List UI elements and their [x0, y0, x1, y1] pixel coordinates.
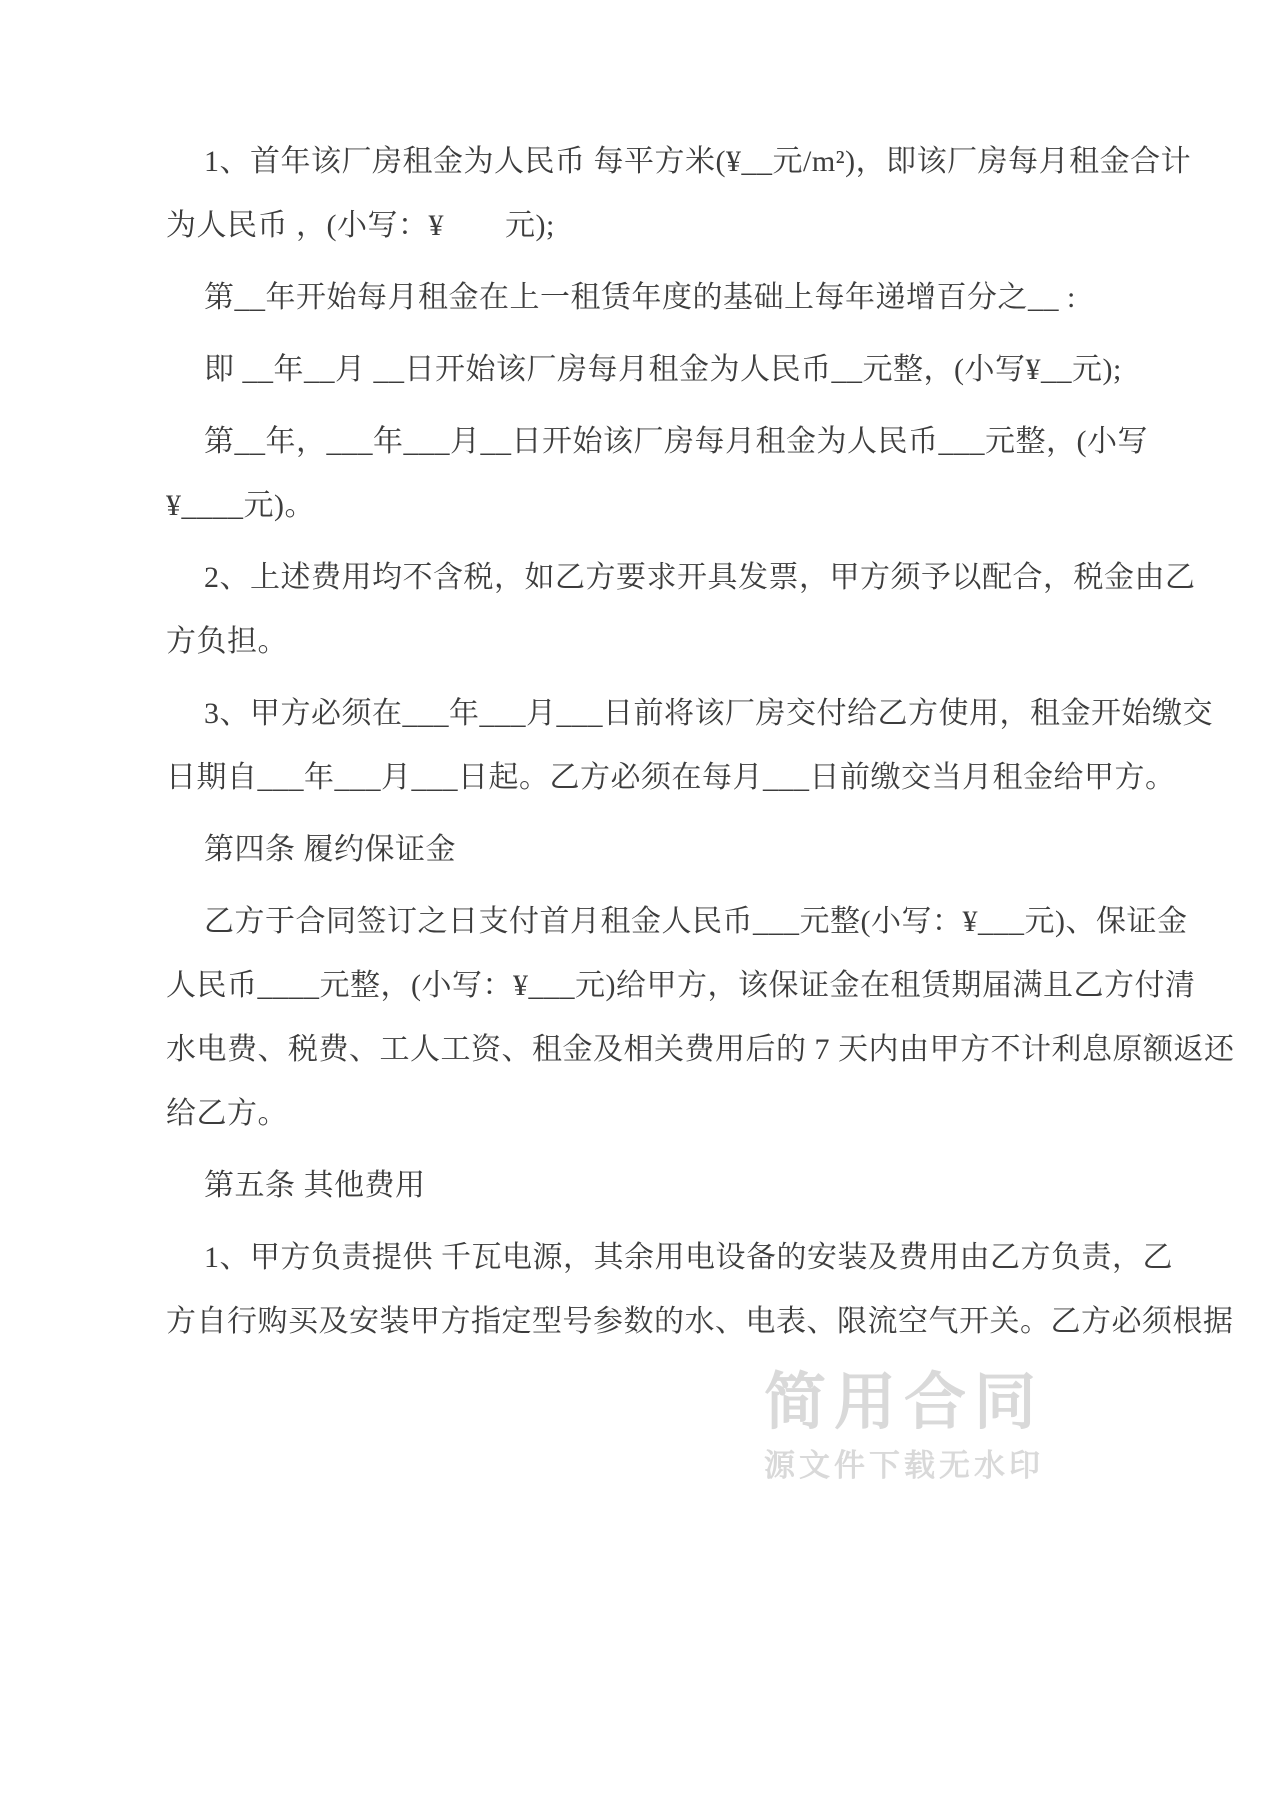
paragraph-line: 1、甲方负责提供 千瓦电源，其余用电设备的安装及费用由乙方负责，乙 [204, 1241, 1173, 1274]
paragraph-line: 人民币____元整，(小写：¥___元)给甲方，该保证金在租赁期届满且乙方付清 [166, 969, 1196, 1002]
paragraph [166, 410, 1148, 538]
contract-text-body [166, 130, 1235, 1362]
watermark-subtitle: 源文件下载无水印 [763, 1448, 1044, 1483]
paragraph-line: 3、甲方必须在___年___月___日前将该厂房交付给乙方使用，租金开始缴交 [204, 697, 1213, 730]
paragraph-line: ¥____元)。 [166, 489, 315, 522]
paragraph-line: 给乙方。 [166, 1097, 288, 1130]
paragraph-line: 第__年，___年___月__日开始该厂房每月租金为人民币___元整，(小写 [204, 425, 1148, 458]
paragraph-line: 第__年开始每月租金在上一租赁年度的基础上每年递增百分之__ : [204, 281, 1076, 314]
paragraph [166, 682, 1213, 810]
paragraph [166, 338, 1122, 402]
paragraph-line: 水电费、税费、工人工资、租金及相关费用后的 7 天内由甲方不计利息原额返还 [166, 1033, 1235, 1066]
paragraph-line: 1、首年该厂房租金为人民币 每平方米(¥__元/m²)，即该厂房每月租金合计 [204, 145, 1192, 178]
paragraph-line: 为人民币 ，(小写：¥ 元); [166, 209, 555, 242]
paragraph-line: 日期自___年___月___日起。乙方必须在每月___日前缴交当月租金给甲方。 [166, 761, 1176, 794]
paragraph-line: 方自行购买及安装甲方指定型号参数的水、电表、限流空气开关。乙方必须根据 [166, 1305, 1234, 1338]
paragraph [166, 1226, 1234, 1354]
paragraph [166, 266, 1122, 330]
watermark-title: 简用合同 [763, 1368, 1044, 1437]
paragraph [166, 546, 1196, 674]
paragraph-line: 第四条 履约保证金 [204, 833, 456, 866]
paragraph [166, 890, 1235, 1146]
paragraph [166, 1154, 1122, 1218]
paragraph [166, 130, 1192, 258]
paragraph-line: 方负担。 [166, 625, 288, 658]
watermark [763, 1368, 1044, 1483]
paragraph-line: 第五条 其他费用 [204, 1169, 426, 1202]
paragraph-line: 乙方于合同签订之日支付首月租金人民币___元整(小写：¥___元)、保证金 [204, 905, 1188, 938]
paragraph [166, 818, 1122, 882]
paragraph-line: 即 __年__月 __日开始该厂房每月租金为人民币__元整，(小写¥__元); [204, 353, 1122, 386]
paragraph-line: 2、上述费用均不含税，如乙方要求开具发票，甲方须予以配合，税金由乙 [204, 561, 1196, 594]
